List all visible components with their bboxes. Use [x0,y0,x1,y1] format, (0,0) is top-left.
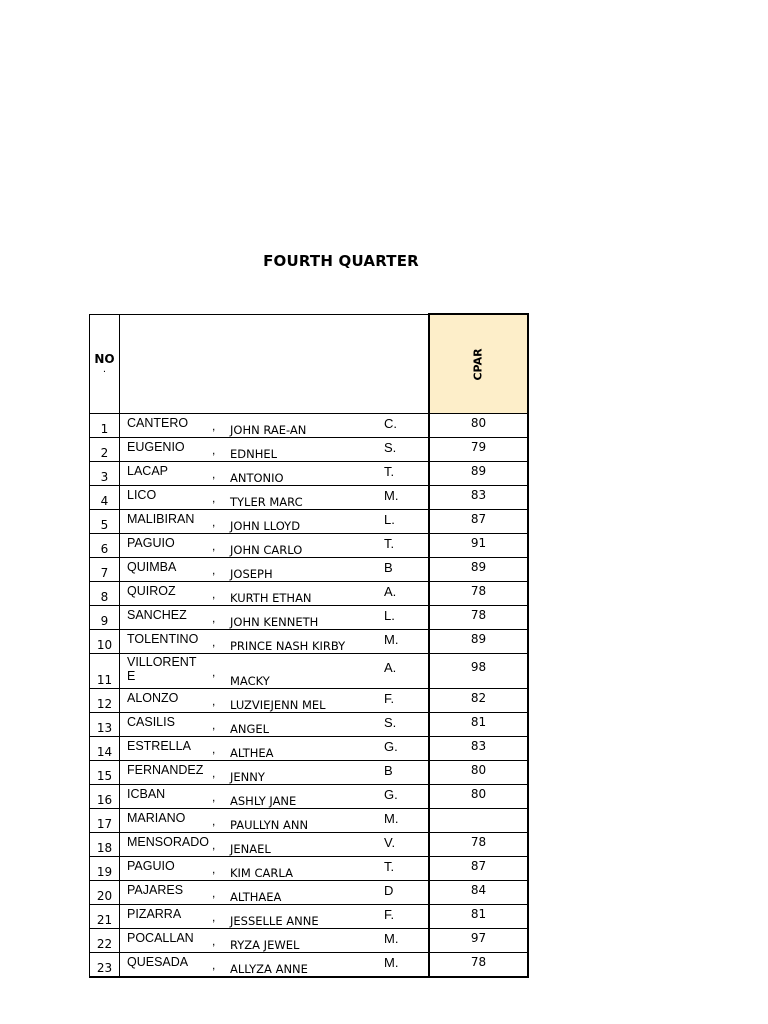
row-number: 16 [90,785,120,809]
last-name: CANTERO [127,416,189,430]
row-number: 5 [90,510,120,534]
first-name: ASHLY JANE [230,793,297,808]
row-number: 8 [90,582,120,606]
last-name: MALIBIRAN [127,512,195,526]
name-separator: , [212,611,216,625]
page-title: FOURTH QUARTER [263,252,419,270]
student-name-cell [120,713,430,737]
cpar-score-cell [429,905,528,929]
name-separator: , [212,766,216,780]
first-name: KIM CARLA [230,865,293,880]
table-row [90,630,529,654]
student-name-cell [120,689,430,713]
last-name: ICBAN [127,787,166,801]
first-name: ALLYZA ANNE [230,961,308,976]
cpar-score-cell [429,486,528,510]
table-row [90,462,529,486]
header-no-dot: . [102,363,107,375]
cpar-score: 80 [470,787,487,801]
student-name-cell [120,881,430,905]
header-no-cell [90,314,120,414]
student-name-cell [120,654,430,689]
header-name-cell [120,314,430,414]
last-name: PAGUIO [127,536,175,550]
last-name: QUIMBA [127,560,177,574]
row-number: 15 [90,761,120,785]
row-number: 13 [90,713,120,737]
first-name: KURTH ETHAN [230,590,312,605]
first-name: JOHN CARLO [230,542,303,557]
first-name: EDNHEL [230,446,278,461]
first-name: ANGEL [230,721,270,736]
cpar-score: 80 [470,416,487,430]
table-header-row [90,314,529,414]
cpar-score-cell [429,689,528,713]
first-name: JOSEPH [230,566,273,581]
cpar-score-cell [429,785,528,809]
middle-initial: M. [384,488,399,503]
name-separator: , [212,491,216,505]
student-name-cell [120,414,430,438]
middle-initial: M. [384,931,399,946]
table-row [90,414,529,438]
name-separator: , [212,563,216,577]
cpar-score-cell [429,857,528,881]
student-name-cell [120,833,430,857]
name-separator: , [212,862,216,876]
name-separator: , [212,934,216,948]
last-name: ESTRELLA [127,739,191,753]
first-name: JENNY [230,769,265,784]
last-name: LACAP [127,464,168,478]
name-separator: , [212,886,216,900]
name-separator: , [212,443,216,457]
table-row [90,606,529,630]
name-separator: , [212,467,216,481]
row-number: 2 [90,438,120,462]
table-row [90,486,529,510]
row-number: 20 [90,881,120,905]
first-name: ALTHEA [230,745,274,760]
cpar-score: 87 [470,512,487,526]
middle-initial: A. [384,584,397,599]
first-name: JESSELLE ANNE [230,913,319,928]
name-separator: , [212,539,216,553]
cpar-score: 84 [470,883,487,897]
cpar-score: 98 [470,660,487,674]
last-name: PIZARRA [127,907,182,921]
middle-initial: S. [384,715,397,730]
table-row [90,929,529,953]
table-row [90,809,529,833]
cpar-score: 78 [470,835,487,849]
student-name-cell [120,737,430,761]
student-name-cell [120,953,430,978]
table-row [90,761,529,785]
name-separator: , [212,587,216,601]
student-name-cell [120,486,430,510]
row-number: 22 [90,929,120,953]
cpar-score: 81 [470,907,487,921]
middle-initial: L. [384,512,395,527]
row-number: 3 [90,462,120,486]
middle-initial: G. [384,787,398,802]
cpar-score-cell [429,438,528,462]
first-name: ALTHAEA [230,889,282,904]
student-name-cell [120,857,430,881]
table-row [90,857,529,881]
row-number: 6 [90,534,120,558]
first-name: LUZVIEJENN MEL [230,697,326,712]
student-name-cell [120,510,430,534]
cpar-score: 83 [470,488,487,502]
cpar-score-cell [429,558,528,582]
cpar-score: 87 [470,859,487,873]
cpar-score: 79 [470,440,487,454]
row-number: 23 [90,953,120,978]
cpar-score: 83 [470,739,487,753]
table-row [90,558,529,582]
table-row [90,654,529,689]
middle-initial: F. [384,907,395,922]
first-name: ANTONIO [230,470,284,485]
last-name: PAGUIO [127,859,175,873]
student-name-cell [120,809,430,833]
header-cpar-cell [429,314,528,414]
table-row [90,689,529,713]
first-name: RYZA JEWEL [230,937,300,952]
name-separator: , [212,665,216,679]
middle-initial: D [384,883,394,898]
middle-initial: G. [384,739,398,754]
cpar-score: 97 [470,931,487,945]
student-name-cell [120,929,430,953]
last-name: PAJARES [127,883,184,897]
table-row [90,534,529,558]
middle-initial: C. [384,416,397,431]
first-name: JOHN LLOYD [230,518,301,533]
row-number: 4 [90,486,120,510]
cpar-score: 89 [470,464,487,478]
middle-initial: B [384,560,393,575]
cpar-score-cell [429,414,528,438]
row-number: 9 [90,606,120,630]
name-separator: , [212,958,216,972]
row-number: 21 [90,905,120,929]
table-row [90,582,529,606]
cpar-score-cell [429,737,528,761]
grade-table [89,313,529,978]
cpar-score: 78 [470,584,487,598]
student-name-cell [120,905,430,929]
first-name: JOHN RAE-AN [230,422,307,437]
middle-initial: M. [384,955,399,970]
name-separator: , [212,635,216,649]
row-number: 1 [90,414,120,438]
cpar-score-cell [429,953,528,978]
last-name: MENSORADO [127,835,209,849]
cpar-score-cell [429,462,528,486]
student-name-cell [120,785,430,809]
name-separator: , [212,694,216,708]
last-name: QUESADA [127,955,189,969]
last-name: EUGENIO [127,440,185,454]
row-number: 14 [90,737,120,761]
last-name: SANCHEZ [127,608,187,622]
student-name-cell [120,438,430,462]
cpar-score: 81 [470,715,487,729]
student-name-cell [120,630,430,654]
first-name: JOHN KENNETH [230,614,319,629]
table-row [90,737,529,761]
last-name: VILLORENTE [127,655,197,683]
first-name: MACKY [230,673,270,688]
name-separator: , [212,718,216,732]
middle-initial: S. [384,440,397,455]
table-row [90,438,529,462]
student-name-cell [120,761,430,785]
cpar-score: 82 [470,691,487,705]
last-name: MARIANO [127,811,186,825]
cpar-score-cell [429,534,528,558]
middle-initial: V. [384,835,396,850]
table-row [90,510,529,534]
cpar-score-cell [429,582,528,606]
middle-initial: B [384,763,393,778]
last-name: POCALLAN [127,931,194,945]
table-row [90,881,529,905]
row-number: 18 [90,833,120,857]
row-number: 12 [90,689,120,713]
middle-initial: M. [384,632,399,647]
cpar-score: 89 [470,560,487,574]
cpar-score: 80 [470,763,487,777]
cpar-score: 78 [470,608,487,622]
middle-initial: L. [384,608,395,623]
cpar-score: 89 [470,632,487,646]
row-number: 11 [90,654,120,689]
table-row [90,905,529,929]
last-name: CASILIS [127,715,175,729]
row-number: 7 [90,558,120,582]
first-name: JENAEL [230,841,271,856]
table-row [90,953,529,978]
first-name: PAULLYN ANN [230,817,309,832]
cpar-score-cell [429,809,528,833]
cpar-score-cell [429,606,528,630]
cpar-score-cell [429,881,528,905]
header-cpar-label: CPAR [471,348,485,381]
cpar-score-cell [429,929,528,953]
last-name: LICO [127,488,157,502]
middle-initial: A. [384,660,397,675]
cpar-score: 78 [470,955,487,969]
name-separator: , [212,515,216,529]
cpar-score-cell [429,713,528,737]
cpar-score: 91 [470,536,487,550]
header-no-label: NO [94,351,115,366]
middle-initial: M. [384,811,399,826]
middle-initial: T. [384,536,395,551]
cpar-score-cell [429,833,528,857]
last-name: ALONZO [127,691,179,705]
row-number: 17 [90,809,120,833]
middle-initial: T. [384,464,395,479]
middle-initial: T. [384,859,395,874]
table-row [90,785,529,809]
table-row [90,833,529,857]
student-name-cell [120,606,430,630]
name-separator: , [212,838,216,852]
student-name-cell [120,558,430,582]
table-row [90,713,529,737]
name-separator: , [212,814,216,828]
middle-initial: F. [384,691,395,706]
name-separator: , [212,790,216,804]
last-name: FERNANDEZ [127,763,204,777]
last-name: QUIROZ [127,584,176,598]
cpar-score-cell [429,510,528,534]
student-name-cell [120,582,430,606]
cpar-score-cell [429,654,528,689]
student-name-cell [120,534,430,558]
cpar-score-cell [429,761,528,785]
name-separator: , [212,742,216,756]
student-name-cell [120,462,430,486]
row-number: 19 [90,857,120,881]
cpar-score-cell [429,630,528,654]
name-separator: , [212,419,216,433]
first-name: TYLER MARC [230,494,303,509]
first-name: PRINCE NASH KIRBY [230,638,346,653]
row-number: 10 [90,630,120,654]
last-name: TOLENTINO [127,632,199,646]
name-separator: , [212,910,216,924]
